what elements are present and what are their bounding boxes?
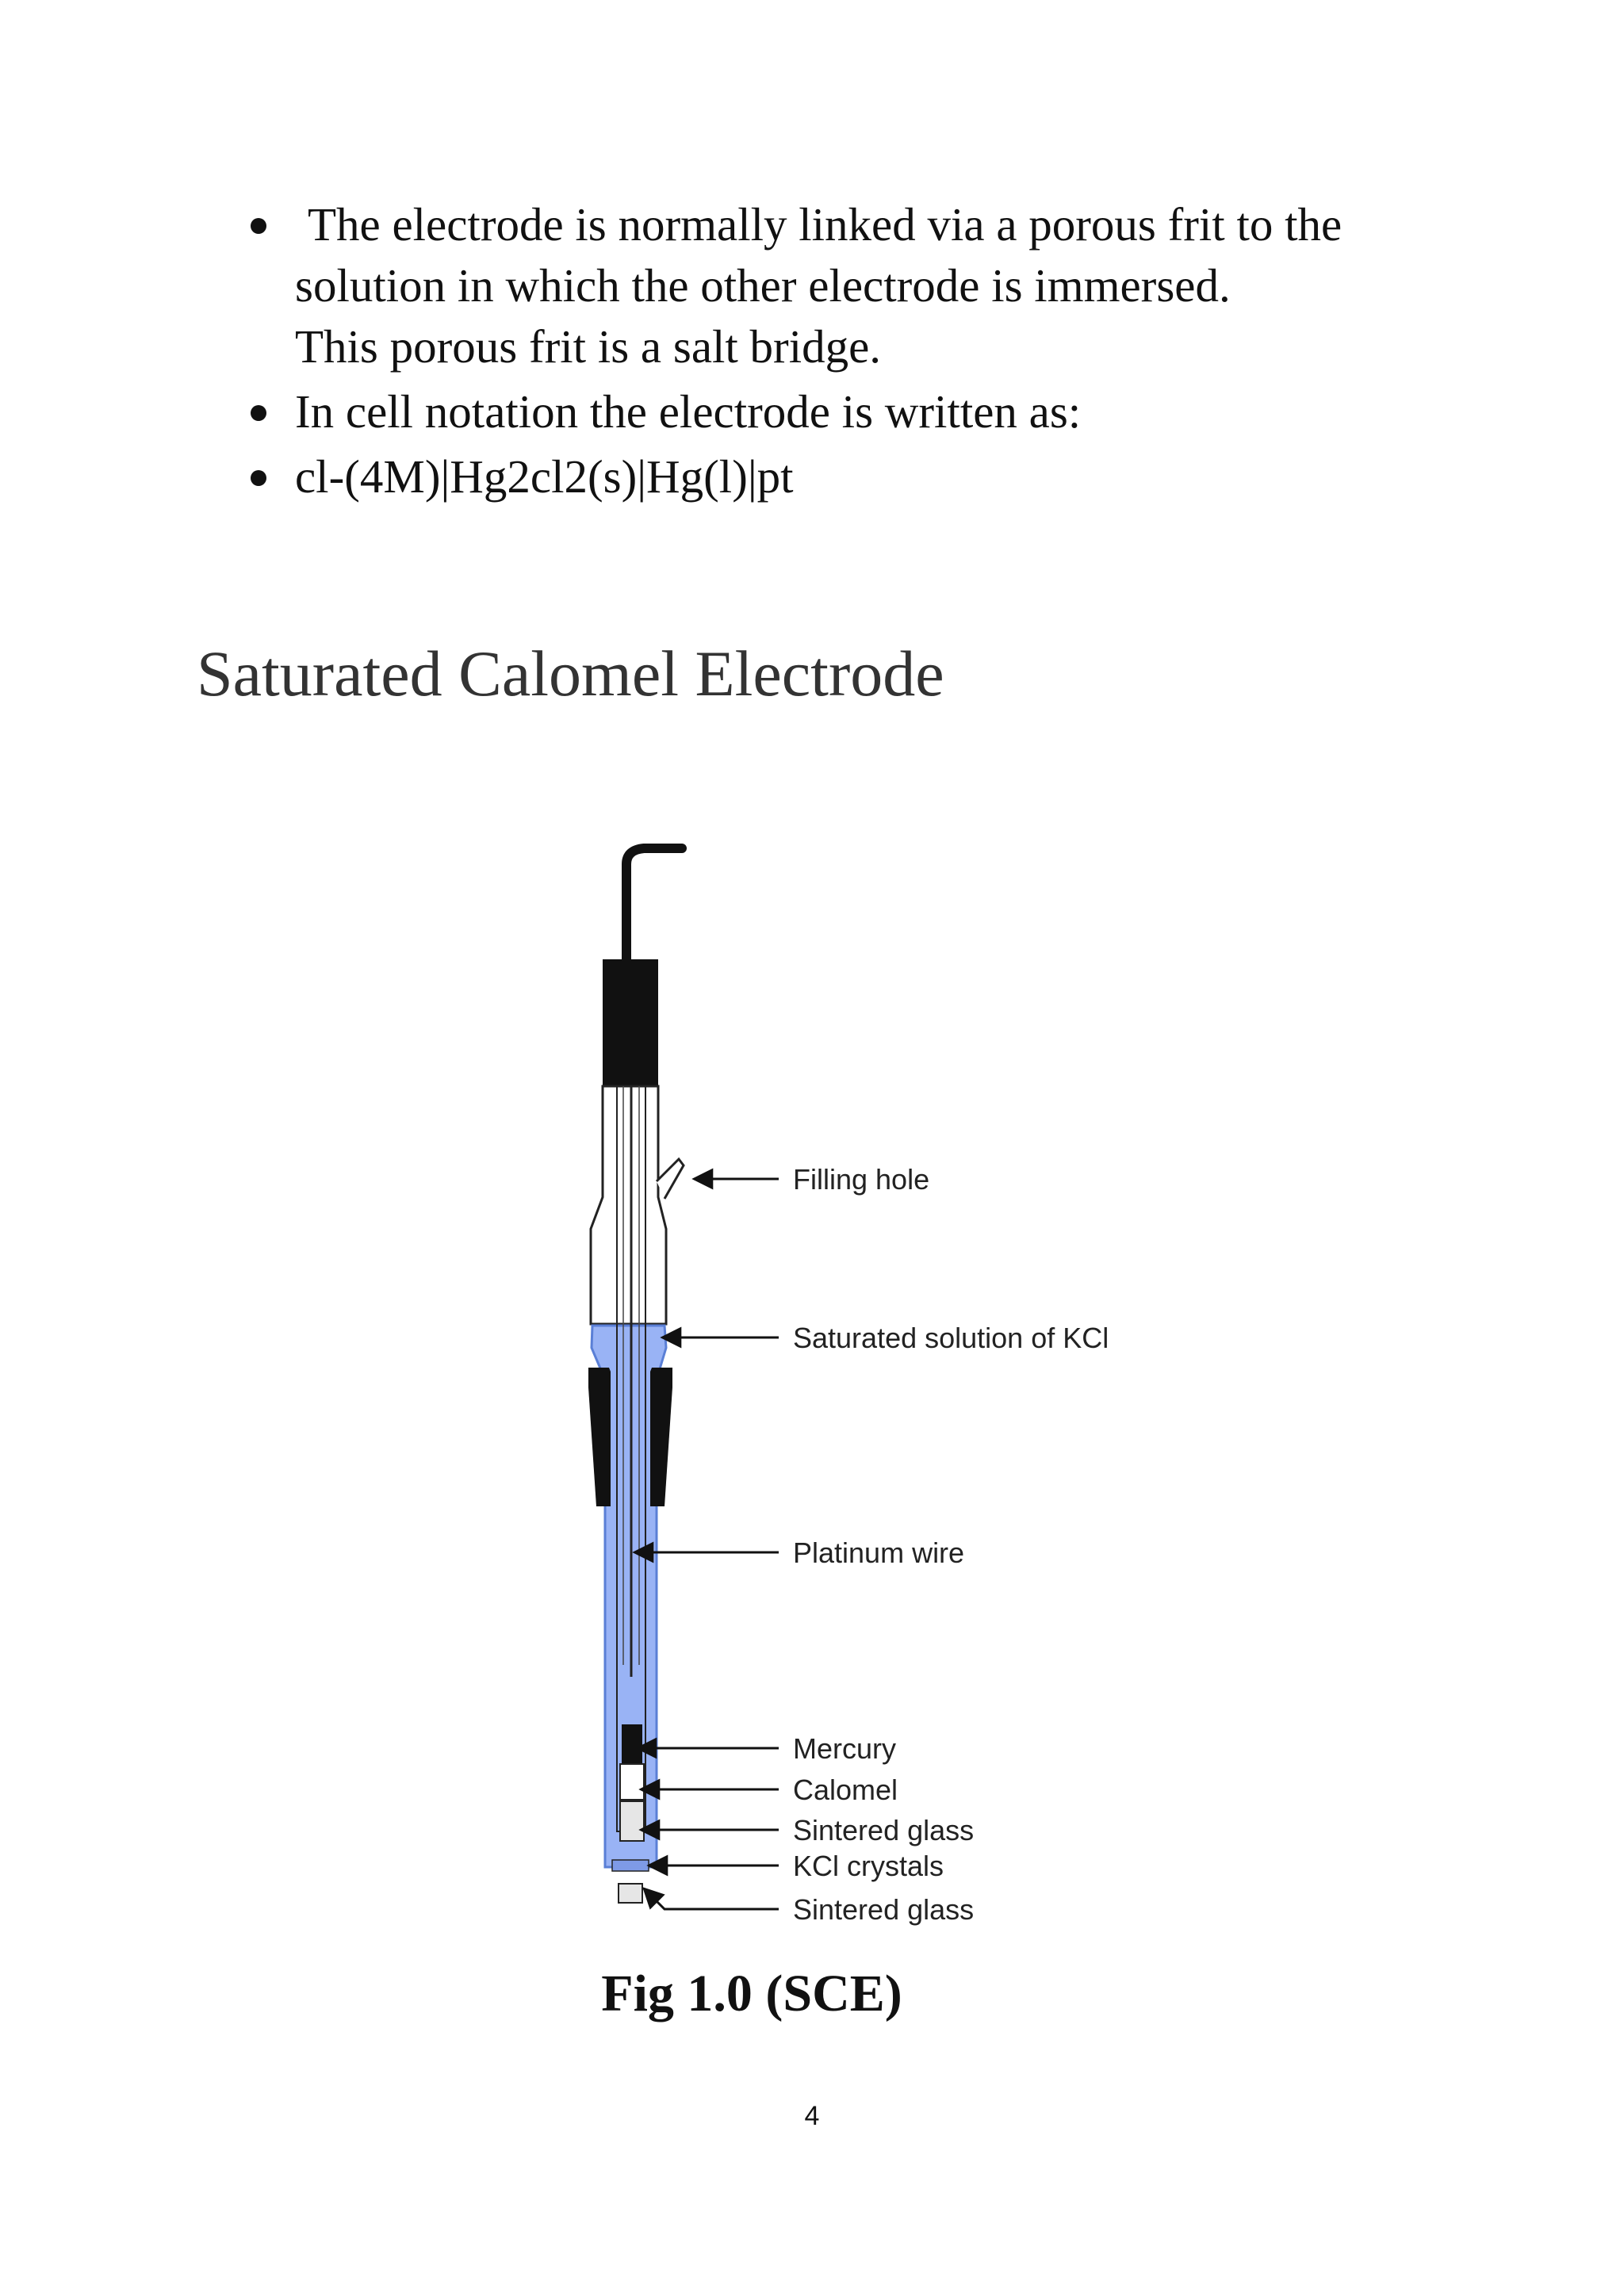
figure-caption: Fig 1.0 (SCE) (601, 1965, 902, 2022)
label-filling-hole: Filling hole (793, 1163, 930, 1196)
bullet-text-line: The electrode is normally linked via a porous frit to the (308, 198, 1342, 251)
page-number: 4 (804, 2101, 820, 2131)
ground-joint-collar (588, 1368, 611, 1506)
label-calomel: Calomel (793, 1774, 898, 1806)
sce-diagram-svg (555, 832, 1110, 1942)
bullet-text-line: solution in which the other electrode is immersed. (295, 259, 1231, 312)
sce-diagram (555, 832, 1110, 1942)
outer-tube-upper (591, 1086, 666, 1324)
bullet-dot-icon (251, 405, 266, 421)
label-platinum-wire: Platinum wire (793, 1536, 965, 1569)
bullet-dot-icon (251, 218, 266, 234)
cable (626, 848, 682, 959)
bullet-text-line: This porous frit is a salt bridge. (295, 320, 882, 373)
bullet-item (238, 194, 1475, 377)
kcl-crystals (612, 1860, 649, 1871)
cell-notation: cl-(4M)|Hg2cl2(s)|Hg(l)|pt (295, 450, 794, 503)
label-mercury: Mercury (793, 1732, 897, 1765)
label-saturated-kcl: Saturated solution of KCl (793, 1322, 1109, 1354)
label-kcl-crystals: KCl crystals (793, 1850, 944, 1882)
electrode-cap (603, 959, 658, 1086)
sintered-glass-tip (619, 1884, 642, 1903)
bullet-item (238, 381, 1475, 442)
label-sintered-glass: Sintered glass (793, 1814, 975, 1846)
arrow-sintered-glass-tip (644, 1888, 779, 1909)
ground-joint-collar (650, 1368, 672, 1506)
label-sintered-glass-tip: Sintered glass (793, 1893, 975, 1926)
bullet-dot-icon (251, 470, 266, 486)
bullet-item (238, 446, 1475, 507)
calomel (620, 1764, 644, 1800)
mercury (622, 1724, 642, 1764)
bullet-text-line: In cell notation the electrode is written as: (295, 385, 1082, 438)
bullet-list (238, 194, 1475, 511)
sintered-glass-inner (620, 1801, 644, 1841)
section-title: Saturated Calomel Electrode (197, 637, 944, 710)
filling-hole-spout (657, 1159, 684, 1199)
